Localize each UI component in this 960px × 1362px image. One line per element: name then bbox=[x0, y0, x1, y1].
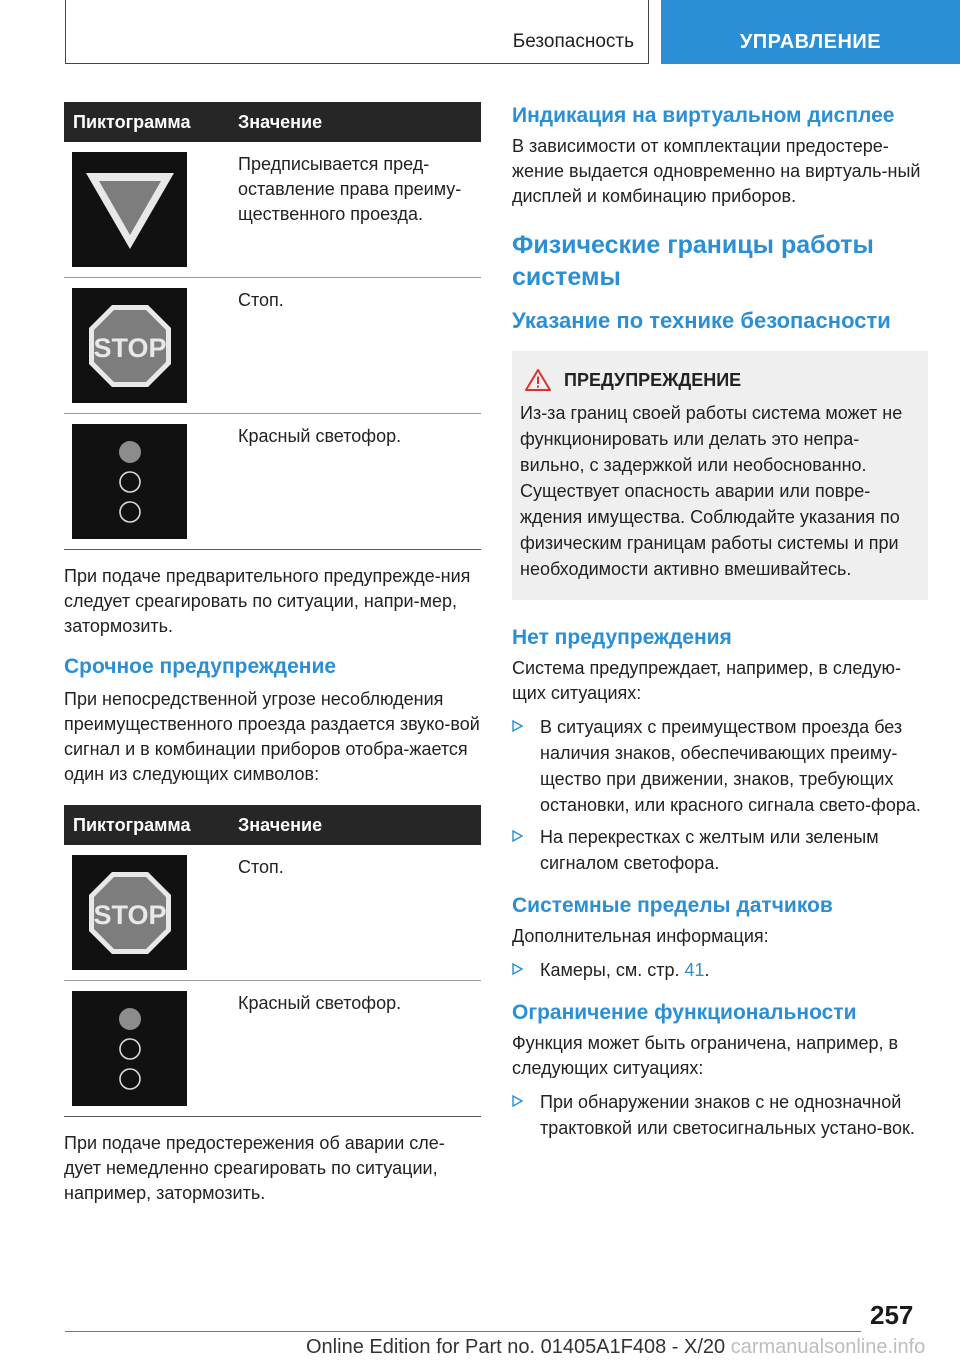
header-section-box bbox=[65, 0, 649, 64]
heading-safety-note: Указание по технике безопасности bbox=[512, 308, 891, 333]
red-traffic-light-icon bbox=[72, 424, 187, 539]
list-item-text: В ситуациях с преимуществом проезда без наличия знаков, обеспечивающих преиму-щество при движении, знаков, требующих остановки, или красного сигнала свето-фора. bbox=[540, 717, 921, 815]
paragraph-function-restriction: Функция может быть ограничена, например, в следующих ситуациях: bbox=[512, 1033, 899, 1078]
paragraph-urgent-warning: При непосредственной угрозе несоблюдения преимущественного проезда раздается звуко-вой сигнал и в комбинации приборов отобра-жается один из следующих символов: bbox=[64, 689, 480, 784]
watermark: carmanualsonline.info bbox=[730, 1336, 926, 1358]
stop-sign-icon bbox=[72, 288, 187, 403]
page-link[interactable]: 41 bbox=[684, 960, 705, 980]
footer-divider bbox=[65, 1331, 861, 1332]
paragraph-collision-warning: При подаче предостережения об аварии сле-дует немедленно среагировать по ситуации, например, затормозить. bbox=[64, 1133, 445, 1203]
footer-edition bbox=[306, 1336, 925, 1359]
yield-sign-icon bbox=[72, 152, 187, 267]
warning-box bbox=[512, 351, 928, 600]
header-section-title: Безопасность bbox=[512, 31, 634, 52]
table-header-pictogram: Пиктограмма bbox=[73, 111, 191, 132]
bullet-triangle-icon bbox=[512, 1095, 523, 1107]
paragraph-sensor-limits: Дополнительная информация: bbox=[512, 926, 769, 946]
pictogram-table-1 bbox=[64, 102, 481, 550]
red-traffic-light-icon bbox=[72, 991, 187, 1106]
heading-sensor-limits: Системные пределы датчиков bbox=[512, 894, 833, 917]
paragraph-virtual-display: В зависимости от комплектации предостере-жение выдается одновременно на виртуаль-ный дисплей и комбинацию приборов. bbox=[512, 136, 921, 206]
warning-text: Из-за границ своей работы система может не функционировать или делать это непра-вильно, с задержкой или необоснованно. Существует опасность аварии или повре-ждения имущества. Соблюдайте указания по физическим границам работы системы и при необходимости активно вмешивайтесь. bbox=[520, 403, 903, 579]
row-meaning: Красный светофор. bbox=[238, 426, 402, 446]
table-header-pictogram: Пиктограмма bbox=[73, 814, 191, 835]
row-meaning: Стоп. bbox=[238, 290, 284, 310]
list-item-text: При обнаружении знаков с не однозначной трактовкой или светосигнальных устано-вок. bbox=[540, 1092, 915, 1138]
table-header bbox=[64, 102, 481, 142]
stop-sign-icon bbox=[72, 855, 187, 970]
table-row bbox=[64, 981, 481, 1117]
pictogram-table-2 bbox=[64, 805, 481, 1117]
list-item bbox=[512, 957, 928, 983]
list-item-text: На перекрестках с желтым или зеленым сигналом светофора. bbox=[540, 827, 879, 873]
paragraph-advance-warning: При подаче предварительного предупрежде-ния следует среагировать по ситуации, напри-мер, затормозить. bbox=[64, 566, 471, 636]
heading-physical-limits: Физические границы работы системы bbox=[512, 231, 874, 291]
heading-urgent-warning: Срочное предупреждение bbox=[64, 655, 337, 678]
list-item bbox=[512, 824, 928, 876]
edition-text: Online Edition for Part no. 01405A1F408 - X/20 bbox=[306, 1336, 726, 1358]
table-header-meaning: Значение bbox=[238, 814, 323, 835]
stop-sign-text: STOP bbox=[92, 332, 167, 363]
list-item bbox=[512, 1089, 928, 1141]
left-column bbox=[64, 102, 481, 1206]
warning-title-row bbox=[520, 367, 920, 393]
row-meaning: Стоп. bbox=[238, 857, 284, 877]
list-sensors bbox=[512, 957, 928, 983]
paragraph-no-warning: Система предупреждает, например, в следую-щих ситуациях: bbox=[512, 658, 901, 703]
table-header-meaning: Значение bbox=[238, 111, 323, 132]
list-item-text: Камеры, см. стр. bbox=[540, 960, 685, 980]
row-meaning: Красный светофор. bbox=[238, 993, 402, 1013]
row-meaning: Предписывается пред-оставление права преиму-щественного проезда. bbox=[238, 154, 462, 224]
table-row bbox=[64, 414, 481, 550]
table-row bbox=[64, 278, 481, 414]
table-header bbox=[64, 805, 481, 845]
right-column bbox=[512, 102, 928, 1147]
stop-sign-text: STOP bbox=[92, 899, 167, 930]
heading-no-warning: Нет предупреждения bbox=[512, 626, 732, 649]
page-number: 257 bbox=[870, 1300, 914, 1330]
list-item-suffix: . bbox=[704, 960, 710, 980]
warning-title: ПРЕДУПРЕЖДЕНИЕ bbox=[564, 369, 742, 390]
list-item bbox=[512, 714, 928, 818]
bullet-triangle-icon bbox=[512, 720, 523, 732]
list-restriction bbox=[512, 1089, 928, 1141]
table-row bbox=[64, 845, 481, 981]
warning-triangle-icon bbox=[524, 368, 552, 392]
list-no-warning bbox=[512, 714, 928, 876]
table-row bbox=[64, 142, 481, 278]
header-chapter-tab: УПРАВЛЕНИЕ bbox=[661, 0, 960, 64]
heading-virtual-display: Индикация на виртуальном дисплее bbox=[512, 104, 895, 127]
bullet-triangle-icon bbox=[512, 830, 523, 842]
heading-function-restriction: Ограничение функциональности bbox=[512, 1001, 857, 1024]
bullet-triangle-icon bbox=[512, 963, 523, 975]
